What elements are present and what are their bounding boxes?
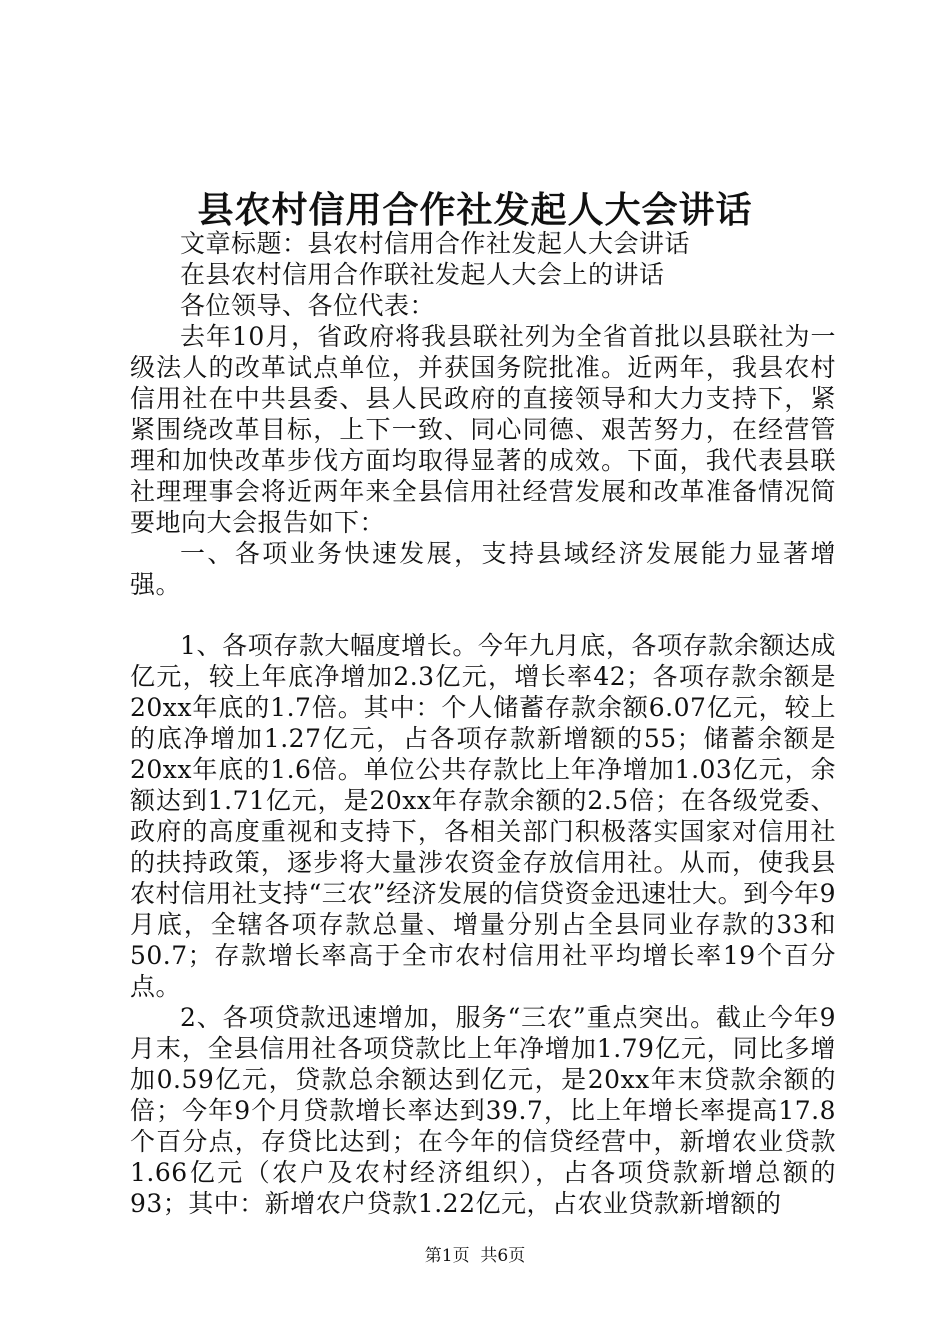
paragraph-deposits: 1、各项存款大幅度增长。今年九月底，各项存款余额达成亿元，较上年底净增加2.3亿元，增长率42；各项存款余额是20xx年底的1.7倍。其中：个人储蓄存款余额6.07亿元，较上的底净增加1.27亿元，占各项存款新增额的55；储蓄余额是20xx年底的1.6倍。单位公共存款比上年净增加1.03亿元，余额达到1.71亿元，是20xx年存款余额的2.5倍；在各级党委、政府的高度重视和支持下，各相关部门积极落实国家对信用社的扶持政策，逐步将大量涉农资金存放信用社。从而，使我县农村信用社支持“三农”经济发展的信贷资金迅速壮大。到今年9月底，全辖各项存款总量、增量分别占全县同业存款的33和50.7；存款增长率高于全市农村信用社平均增长率19个百分点。 (130, 631, 836, 1001)
page-footer (0, 1245, 950, 1267)
paragraph-loans: 2、各项贷款迅速增加，服务“三农”重点突出。截止今年9月末，全县信用社各项贷款比上年净增加1.79亿元，同比多增加0.59亿元，贷款总余额达到亿元，是20xx年末贷款余额的倍；今年9个月贷款增长率达到39.7，比上年增长率提高17.8个百分点，存贷比达到；在今年的信贷经营中，新增农业贷款1.66亿元（农户及农村经济组织），占各项贷款新增总额的93；其中：新增农户贷款1.22亿元，占农业贷款新增额的 (130, 1003, 836, 1218)
article-title-line: 文章标题：县农村信用合作社发起人大会讲话 (180, 229, 691, 258)
section-heading-1: 一、各项业务快速发展，支持县域经济发展能力显著增强。 (130, 539, 836, 599)
speech-heading: 在县农村信用合作联社发起人大会上的讲话 (180, 260, 665, 289)
paragraph-gap (130, 600, 836, 630)
salutation: 各位领导、各位代表： (180, 291, 436, 320)
document-body (130, 228, 836, 1219)
document-title: 县农村信用合作社发起人大会讲话 (197, 189, 753, 231)
paragraph-intro: 去年10月，省政府将我县联社列为全省首批以县联社为一级法人的改革试点单位，并获国务院批准。近两年，我县农村信用社在中共县委、县人民政府的直接领导和大力支持下，紧紧围绕改革目标，上下一致、同心同德、艰苦努力，在经营管理和加快改革步伐方面均取得显著的成效。下面，我代表县联社理理事会将近两年来全县信用社经营发展和改革准备情况简要地向大会报告如下： (130, 322, 836, 537)
page-number: 第1页 共6页 (424, 1246, 526, 1266)
